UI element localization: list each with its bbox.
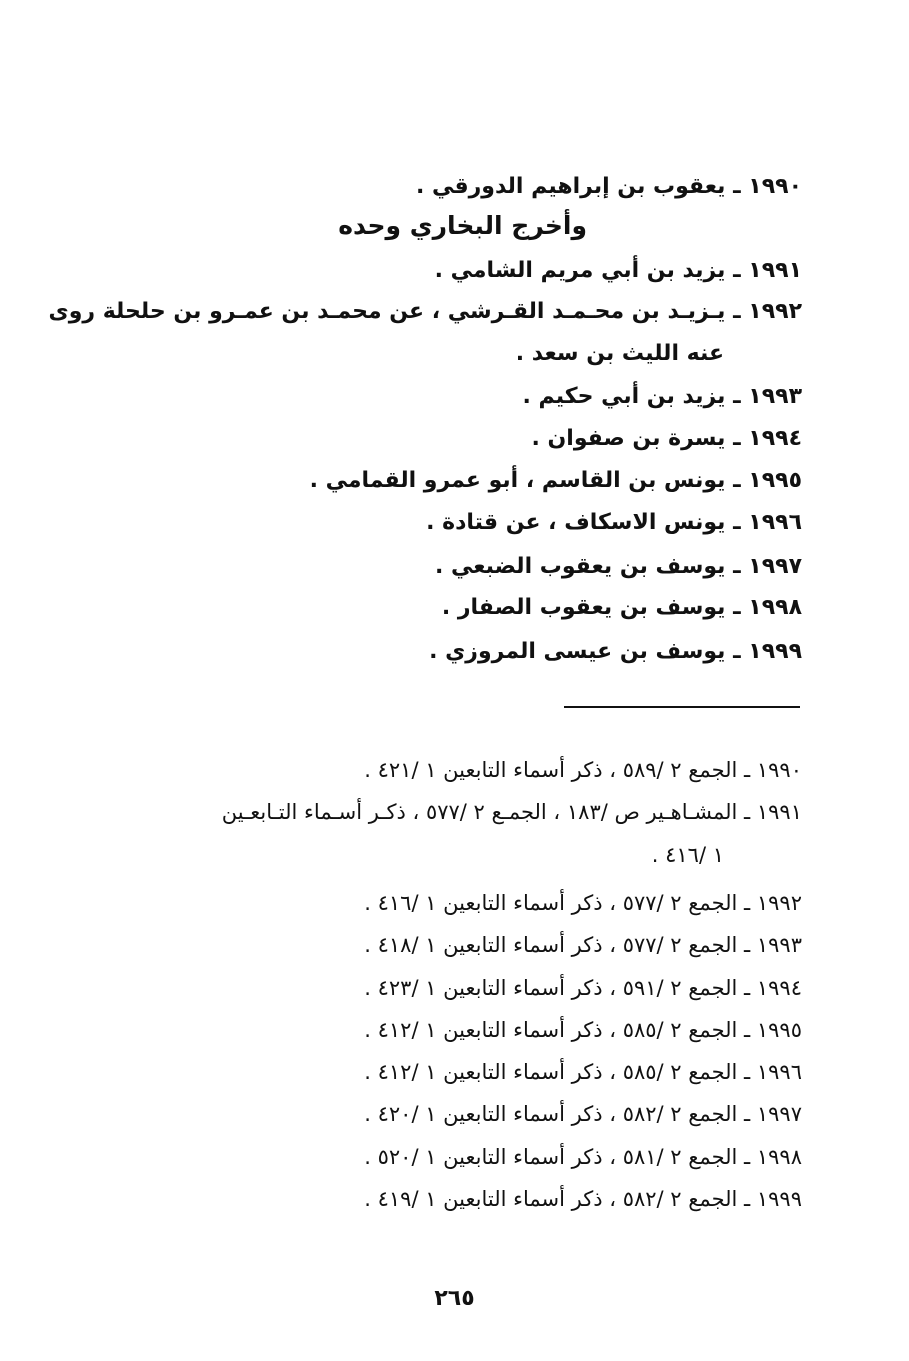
entry-1998: ١٩٩٨ ـ يوسف بن يعقوب الصفار . — [441, 595, 802, 620]
footnote-1992: ١٩٩٢ ـ الجمع ٢ /٥٧٧ ، ذكر أسماء التابعين ١ /٤١٦ . — [364, 891, 802, 915]
entry-1999: ١٩٩٩ ـ يوسف بن عيسى المروزي . — [429, 639, 802, 664]
footnote-1997: ١٩٩٧ ـ الجمع ٢ /٥٨٢ ، ذكر أسماء التابعين ١ /٤٢٠ . — [364, 1102, 802, 1126]
footnote-1991-continuation: ١ /٤١٦ . — [651, 843, 724, 867]
footnote-1999: ١٩٩٩ ـ الجمع ٢ /٥٨٢ ، ذكر أسماء التابعين ١ /٤١٩ . — [364, 1187, 802, 1211]
footnote-1993: ١٩٩٣ ـ الجمع ٢ /٥٧٧ ، ذكر أسماء التابعين ١ /٤١٨ . — [364, 933, 802, 957]
footnote-1990: ١٩٩٠ ـ الجمع ٢ /٥٨٩ ، ذكر أسماء التابعين ١ /٤٢١ . — [364, 758, 802, 782]
entry-1997: ١٩٩٧ ـ يوسف بن يعقوب الضبعي . — [434, 554, 802, 579]
page-number: ٢٦٥ — [434, 1286, 475, 1311]
entry-1996: ١٩٩٦ ـ يونس الاسكاف ، عن قتادة . — [426, 510, 802, 535]
entry-1994: ١٩٩٤ ـ يسرة بن صفوان . — [531, 426, 802, 451]
entry-1991: ١٩٩١ ـ يزيد بن أبي مريم الشامي . — [434, 258, 802, 283]
entry-1990: ١٩٩٠ ـ يعقوب بن إبراهيم الدورقي . — [415, 174, 802, 199]
footnote-1994: ١٩٩٤ ـ الجمع ٢ /٥٩١ ، ذكر أسماء التابعين ١ /٤٢٣ . — [364, 976, 802, 1000]
footnote-1998: ١٩٩٨ ـ الجمع ٢ /٥٨١ ، ذكر أسماء التابعين ١ /٥٢٠ . — [364, 1145, 802, 1169]
entry-1993: ١٩٩٣ ـ يزيد بن أبي حكيم . — [522, 384, 802, 409]
entry-1992: ١٩٩٢ ـ يـزيـد بن محـمـد القـرشي ، عن محمـد بن عمـرو بن حلحلة روى — [48, 299, 802, 324]
footnote-1991: ١٩٩١ ـ المشـاهـير ص /١٨٣ ، الجمـع ٢ /٥٧٧ ، ذكـر أسـماء التـابعـين — [221, 800, 802, 824]
entry-1992-continuation: عنه الليث بن سعد . — [515, 341, 724, 366]
section-heading: وأخرج البخاري وحده — [338, 211, 587, 240]
entry-1995: ١٩٩٥ ـ يونس بن القاسم ، أبو عمرو القمامي . — [309, 468, 802, 493]
footnote-1995: ١٩٩٥ ـ الجمع ٢ /٥٨٥ ، ذكر أسماء التابعين ١ /٤١٢ . — [364, 1018, 802, 1042]
footnote-separator — [564, 706, 800, 708]
footnote-1996: ١٩٩٦ ـ الجمع ٢ /٥٨٥ ، ذكر أسماء التابعين ١ /٤١٢ . — [364, 1060, 802, 1084]
